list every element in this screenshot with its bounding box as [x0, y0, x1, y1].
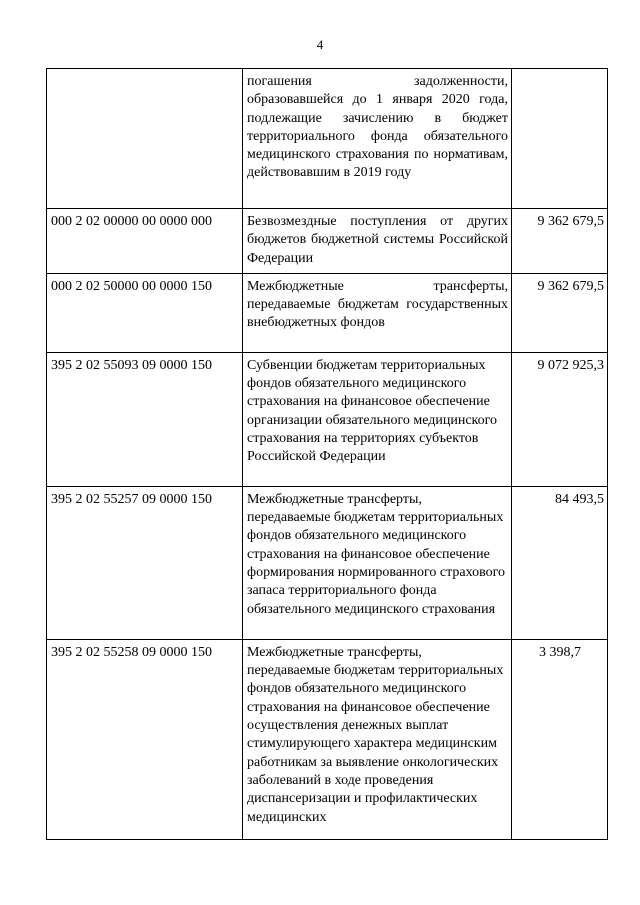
- table-row: [47, 486, 608, 639]
- amount-cell: 9 072 925,3: [512, 352, 608, 486]
- table-row: [47, 209, 608, 274]
- budget-revenue-table: [46, 68, 608, 840]
- budget-code-cell: 395 2 02 55093 09 0000 150: [47, 352, 243, 486]
- revenue-description-cell: Субвенции бюджетам территориальных фондов обязательного медицинского страхования на финансовое обеспечение организации обязательного медицинского страхования на территориях субъектов Российской Федерации: [243, 352, 512, 486]
- revenue-description-cell: погашения задолженности, образовавшейся до 1 января 2020 года, подлежащие зачислению в бюджет территориального фонда обязательного медицинского страхования по нормативам, действовавшим в 2019 году: [243, 69, 512, 209]
- revenue-description-cell: Межбюджетные трансферты, передаваемые бюджетам территориальных фондов обязательного медицинского страхования на финансовое обеспечение осуществления денежных выплат стимулирующего характера медицинским работникам за выявление онкологических заболеваний в ходе проведения диспансеризации и профилактических медицинских: [243, 639, 512, 839]
- amount-cell: [512, 69, 608, 209]
- amount-cell: 9 362 679,5: [512, 273, 608, 352]
- amount-cell: 84 493,5: [512, 486, 608, 639]
- budget-code-cell: 000 2 02 50000 00 0000 150: [47, 273, 243, 352]
- amount-cell: 9 362 679,5: [512, 209, 608, 274]
- revenue-description-cell: Межбюджетные трансферты, передаваемые бюджетам государственных внебюджетных фондов: [243, 273, 512, 352]
- page-number: 4: [316, 37, 324, 52]
- revenue-description-cell: Безвозмездные поступления от других бюджетов бюджетной системы Российской Федерации: [243, 209, 512, 274]
- table-row: [47, 639, 608, 839]
- table-row: [47, 352, 608, 486]
- budget-code-cell: [47, 69, 243, 209]
- budget-code-cell: 000 2 02 00000 00 0000 000: [47, 209, 243, 274]
- budget-code-cell: 395 2 02 55258 09 0000 150: [47, 639, 243, 839]
- amount-cell: 3 398,7: [512, 639, 608, 839]
- budget-code-cell: 395 2 02 55257 09 0000 150: [47, 486, 243, 639]
- table-row: [47, 69, 608, 209]
- revenue-description-cell: Межбюджетные трансферты, передаваемые бюджетам территориальных фондов обязательного медицинского страхования на финансовое обеспечение формирования нормированного страхового запаса территориального фонда обязательного медицинского страхования: [243, 486, 512, 639]
- table-row: [47, 273, 608, 352]
